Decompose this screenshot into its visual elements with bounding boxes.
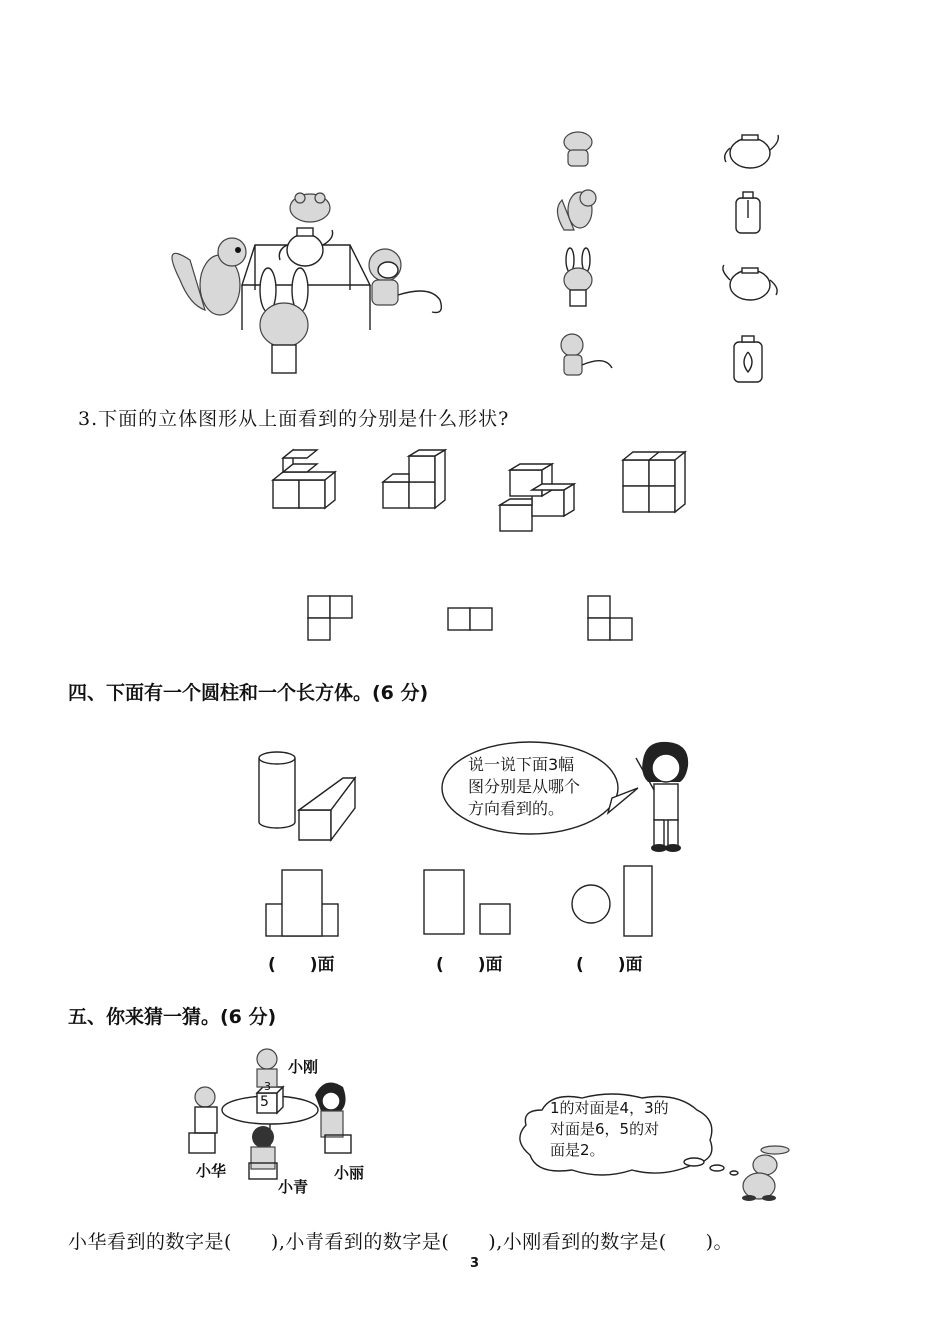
cube-figure-4 [623,452,685,512]
views-matching-illustration [550,120,790,390]
question-3-text: 3.下面的立体图形从上面看到的分别是什么形状? [78,408,510,430]
kid-name-xiaogang: 小刚 [288,1058,319,1076]
cylinder-cuboid-illustration [255,750,365,845]
bubble-line: 对面是6，5的对 [550,1120,660,1138]
view-shape-1 [266,870,338,936]
cube-figure-1 [273,450,335,508]
section-5-title: 五、你来猜一猜。(6 分) [68,1006,277,1028]
kid-name-xiaohua: 小华 [196,1162,227,1180]
bubble-line: 方向看到的。 [468,799,565,818]
top-view-shapes [300,592,640,647]
bubble-line: 1的对面是4，3的 [550,1099,669,1117]
view-blank-2[interactable]: ( )面 [436,955,503,975]
view-shape-3 [572,866,652,936]
speech-bubble-views [440,738,640,848]
thought-bubble-dice [512,1090,742,1180]
bubble-line: 面是2。 [550,1141,605,1159]
top-view-shape-3 [588,596,632,640]
cube-figure-3 [500,464,574,531]
cube-figures [265,450,685,540]
animals-table-illustration [160,190,450,385]
speech-bubble-views-text [468,754,580,820]
girl-figure [628,738,698,858]
thought-bubble-dice-text [550,1098,669,1161]
top-view-shape-2 [448,608,492,630]
rabbit-figure [735,1140,795,1202]
bubble-line: 说一说下面3幅 [468,755,575,774]
view-blank-3[interactable]: ( )面 [576,955,643,975]
answer-line: 小华看到的数字是( ),小青看到的数字是( ),小刚看到的数字是( )。 [68,1231,734,1253]
three-views-shapes [260,862,660,942]
bubble-line: 图分别是从哪个 [468,777,581,796]
view-blank-1[interactable]: ( )面 [268,955,335,975]
kid-name-xiaoli: 小丽 [334,1164,365,1182]
cube-face-top: 3 [264,1080,271,1093]
cube-figure-2 [383,450,445,508]
page-number: 3 [470,1256,480,1271]
section-4-title: 四、下面有一个圆柱和一个长方体。(6 分) [68,682,429,704]
view-shape-2 [424,870,510,934]
cube-face-front: 5 [260,1094,269,1110]
kid-name-xiaoqing: 小青 [278,1178,309,1196]
top-view-shape-1 [308,596,352,640]
